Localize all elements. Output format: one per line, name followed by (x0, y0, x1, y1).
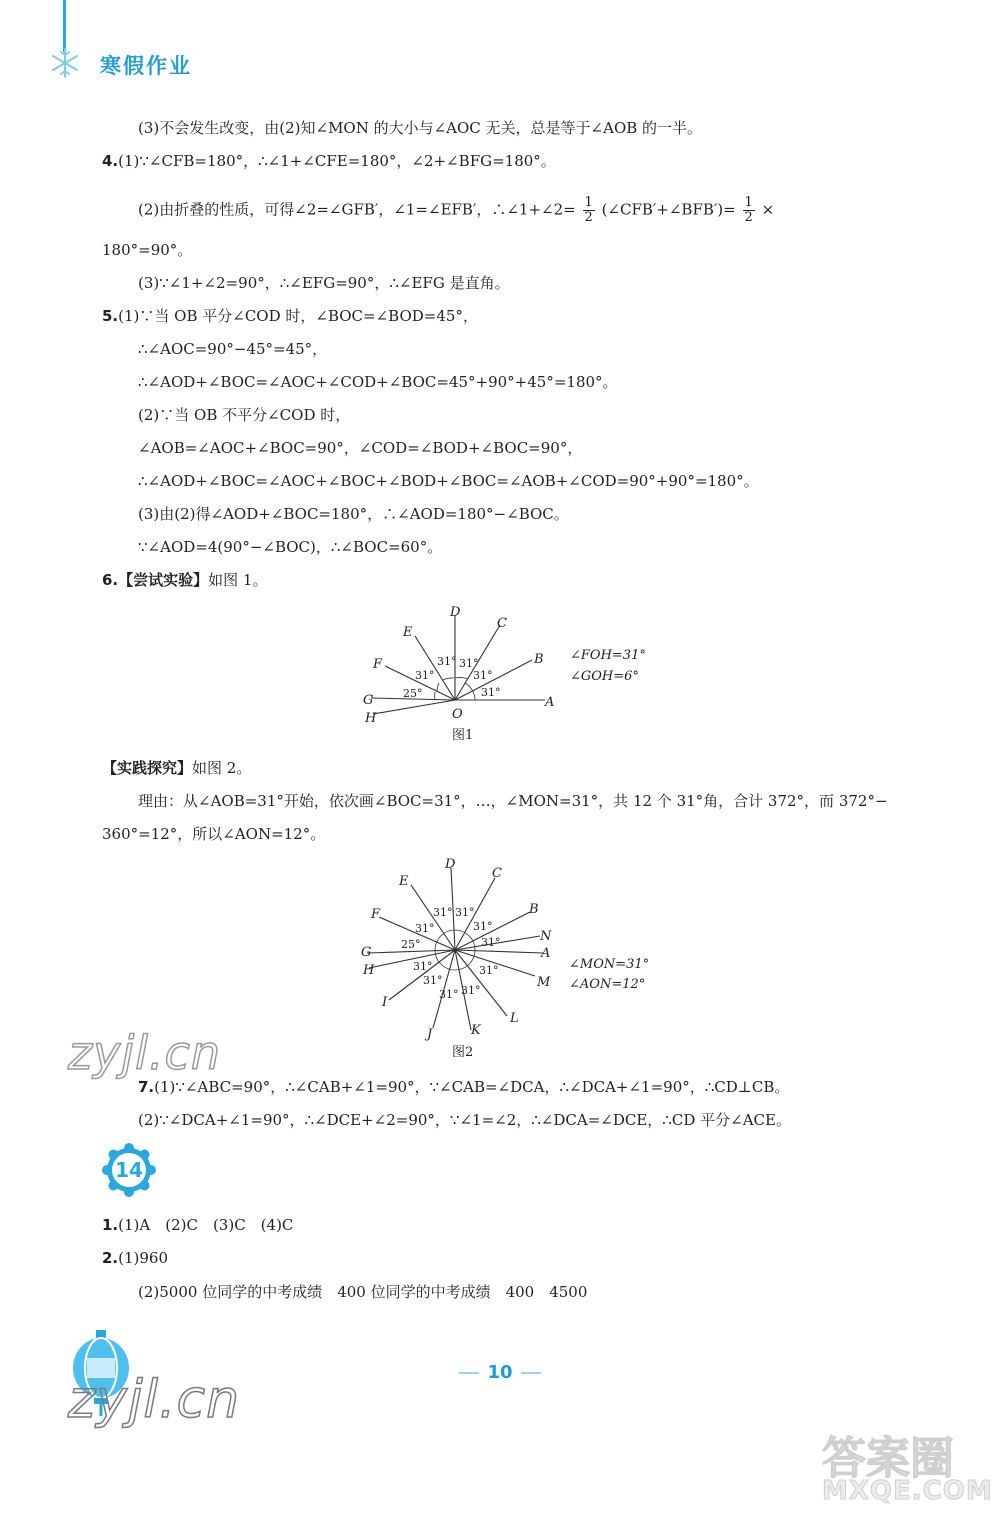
question-number: 1. (102, 1216, 119, 1234)
problem-6-intro (102, 570, 267, 590)
label-M: M (537, 975, 551, 990)
section-14-q2 (102, 1248, 168, 1268)
label-A: A (541, 946, 551, 961)
text-line: (1)∵当 OB 平分∠COD 时，∠BOC=∠BOD=45°， (118, 307, 478, 325)
tag-practice: 【实践探究】 (102, 759, 193, 777)
text-line: (3)∵∠1+∠2=90°，∴∠EFG=90°，∴∠EFG 是直角。 (138, 274, 510, 292)
text-line: (3)由(2)得∠AOD+∠BOC=180°，∴∠AOD=180°−∠BOC。 (138, 505, 569, 523)
text-line: × (761, 200, 775, 219)
text-line: (3)不会发生改变，由(2)知∠MON 的大小与∠AOC 无关，总是等于∠AOB 的一半。 (138, 119, 703, 137)
angle-label: 31° (473, 669, 493, 682)
angle-label: 31° (459, 657, 479, 670)
page-number-text: 10 (487, 1362, 513, 1383)
figure-2 (355, 850, 675, 1065)
label-C: C (497, 616, 507, 631)
text-line: (1)A (2)C (3)C (4)C (118, 1216, 294, 1234)
angle-label: 31° (481, 936, 501, 949)
angle-label: 25° (403, 687, 423, 700)
fraction-denominator: 2 (584, 210, 593, 225)
angle-label: 31° (479, 964, 499, 977)
problem-5-part-1 (102, 306, 478, 326)
text-line: ∠AOB=∠AOC+∠BOC=90°，∠COD=∠BOD+∠BOC=90°， (138, 439, 583, 457)
label-E: E (403, 625, 413, 640)
label-I: I (382, 995, 388, 1010)
label-O: O (452, 707, 463, 722)
text-line: 360°=12°，所以∠AON=12°。 (102, 825, 326, 843)
angle-label: 31° (481, 686, 501, 699)
text-line: (∠CFB′+∠BFB′)= (601, 200, 736, 219)
note: ∠MON=31° (569, 957, 650, 972)
angle-label: 31° (423, 974, 443, 987)
label-B: B (529, 902, 539, 917)
watermark-site: zyjl.cn (68, 1370, 241, 1430)
fraction-numerator: 1 (744, 195, 753, 210)
label-F: F (373, 657, 383, 672)
angle-label: 31° (415, 922, 435, 935)
label-F: F (371, 907, 381, 922)
label-D: D (445, 857, 456, 872)
fraction (743, 196, 755, 225)
figure-caption: 图1 (452, 728, 474, 743)
text-line: (2)5000 位同学的中考成绩 400 位同学的中考成绩 400 4500 (138, 1283, 588, 1301)
watermark-answer: 答案圈 (822, 1433, 954, 1484)
section-14-q1 (102, 1215, 293, 1235)
text-line: (2)∵∠DCA+∠1=90°，∴∠DCE+∠2=90°，∵∠1=∠2，∴∠DCA=∠DCE，∴CD 平分∠ACE。 (138, 1111, 791, 1129)
label-N: N (540, 929, 552, 944)
text-line: 180°=90°。 (102, 241, 193, 259)
label-J: J (427, 1027, 433, 1042)
angle-label: 31° (413, 960, 433, 973)
angle-label: 31° (455, 906, 475, 919)
question-number: 2. (102, 1249, 119, 1267)
figure-caption: 图2 (452, 1045, 474, 1060)
problem-4-part-1 (102, 151, 556, 171)
section-badge (102, 1143, 156, 1197)
figure-1 (355, 600, 675, 750)
angle-label: 31° (473, 920, 493, 933)
angle-label: 31° (439, 988, 459, 1001)
question-number: 7. (138, 1078, 155, 1096)
header-title: 寒假作业 (100, 54, 192, 78)
angle-label: 31° (415, 669, 435, 682)
label-H: H (363, 963, 375, 978)
label-H: H (365, 711, 377, 726)
angle-label: 31° (437, 655, 457, 668)
problem-4-part-2 (138, 196, 774, 225)
text-line: ∵∠AOD=4(90°−∠BOC)，∴∠BOC=60°。 (138, 538, 443, 556)
fraction-denominator: 2 (744, 210, 753, 225)
angle-label: 31° (433, 906, 453, 919)
text-line: ∴∠AOD+∠BOC=∠AOC+∠COD+∠BOC=45°+90°+45°=180°。 (138, 373, 618, 391)
text-line: (2)∵当 OB 不平分∠COD 时， (138, 406, 351, 424)
problem-7-part-1 (138, 1077, 789, 1097)
header-rule (63, 0, 66, 52)
label-C: C (492, 866, 502, 881)
label-L: L (510, 1011, 519, 1026)
label-G: G (361, 945, 372, 960)
text-line: (1)960 (118, 1249, 169, 1267)
section-number: 14 (115, 1158, 143, 1182)
label-B: B (534, 652, 544, 667)
text-line: ∴∠AOC=90°−45°=45°， (138, 340, 328, 358)
fraction-numerator: 1 (584, 195, 593, 210)
fraction (583, 196, 595, 225)
angle-label: 31° (461, 984, 481, 997)
label-K: K (471, 1023, 481, 1038)
question-number: 5. (102, 307, 119, 325)
question-number: 4. (102, 152, 119, 170)
question-number: 6. (102, 571, 119, 589)
angle-label: 25° (401, 938, 421, 951)
text-line: (1)∵∠ABC=90°，∴∠CAB+∠1=90°，∵∠CAB=∠DCA，∴∠DCA+∠1=90°，∴CD⊥CB。 (154, 1078, 790, 1096)
text-line: 如图 2。 (192, 759, 252, 777)
text-line: (1)∵∠CFB=180°，∴∠1+∠CFE=180°，∠2+∠BFG=180°。 (118, 152, 556, 170)
note: ∠FOH=31° (570, 648, 646, 663)
text-line: 如图 1。 (208, 571, 268, 589)
watermark-site: zyjl.cn (68, 1026, 221, 1080)
note: ∠AON=12° (569, 977, 646, 992)
label-A: A (545, 695, 555, 710)
text-line: 理由：从∠AOB=31°开始，依次画∠BOC=31°，…，∠MON=31°，共 12 个 31°角，合计 372°，而 372°− (138, 792, 888, 810)
practice-intro (102, 758, 251, 778)
snowflake-icon (48, 46, 82, 80)
text-line: (2)由折叠的性质，可得∠2=∠GFB′，∠1=∠EFB′，∴∠1+∠2= (138, 200, 576, 219)
note: ∠GOH=6° (570, 669, 639, 684)
label-D: D (450, 605, 461, 620)
label-E: E (399, 874, 409, 889)
text-line: ∴∠AOD+∠BOC=∠AOC+∠BOC+∠BOD+∠BOC=∠AOB+∠COD=90°+90°=180°。 (138, 472, 759, 490)
tag-try: 【尝试实验】 (118, 571, 209, 589)
label-G: G (363, 693, 374, 708)
watermark-domain: MXQE.COM (822, 1476, 993, 1506)
